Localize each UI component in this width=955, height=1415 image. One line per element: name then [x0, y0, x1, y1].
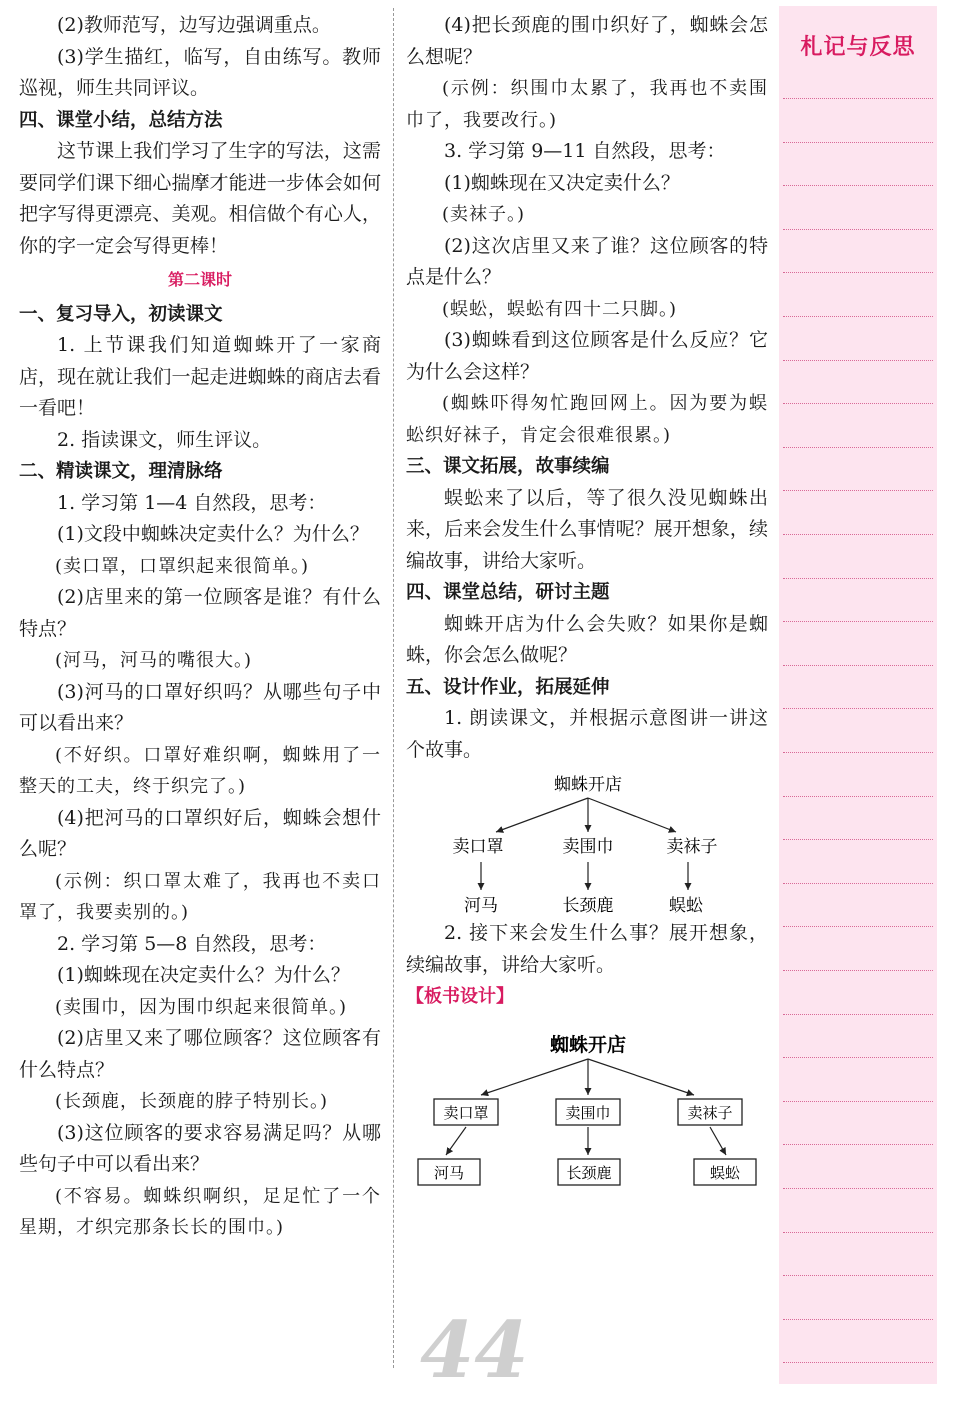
page-number: 44 [420, 1305, 529, 1396]
answer: (不容易。蜘蛛织啊织，足足忙了一个星期，才织完那条长长的围巾。) [19, 1185, 381, 1238]
diagram-item: 卖围巾 [562, 837, 614, 857]
note-line [783, 1101, 933, 1102]
note-line [783, 185, 933, 186]
diagram-customer: 蜈蚣 [669, 896, 703, 916]
note-line [783, 578, 933, 579]
section-heading: 一、复习导入，初读课文 [19, 303, 223, 325]
paragraph: 蜈蚣来了以后，等了很久没见蜘蛛出来，后来会发生什么事情呢？展开想象，续编故事，讲给大家听。 [406, 486, 768, 572]
diagram-customer: 长颈鹿 [562, 896, 614, 916]
lesson-title: 第二课时 [167, 270, 232, 289]
note-line [783, 796, 933, 797]
board-customer: 蜈蚣 [709, 1163, 741, 1182]
answer: (蜈蚣，蜈蚣有四十二只脚。) [442, 298, 678, 320]
note-line [783, 1144, 933, 1145]
answer: (长颈鹿，长颈鹿的脖子特别长。) [55, 1091, 329, 1112]
note-line [783, 1057, 933, 1058]
note-line [783, 142, 933, 143]
paragraph: 2. 学习第 5—8 自然段，思考： [57, 932, 327, 955]
question: (3)河马的口罩好织吗？从哪些句子中可以看出来？ [19, 680, 381, 734]
section-heading: 四、课堂总结，研讨主题 [406, 582, 610, 603]
note-line [783, 229, 933, 230]
sidebar-title: 札记与反思 [800, 35, 916, 60]
paragraph: 3. 学习第 9—11 自然段，思考： [444, 140, 726, 162]
note-line [783, 534, 933, 535]
story-diagram [406, 768, 768, 918]
note-line [783, 970, 933, 971]
answer: (示例：织口罩太难了，我再也不卖口罩了，我要卖别的。) [19, 870, 381, 923]
paragraph: (2)教师范写，边写边强调重点。 [57, 14, 331, 36]
answer: (卖袜子。) [442, 204, 526, 225]
note-line [783, 1362, 933, 1363]
note-line [783, 1319, 933, 1320]
answer: (河马，河马的嘴很大。) [55, 650, 253, 671]
board-diagram [406, 1015, 768, 1195]
board-item: 卖口罩 [443, 1103, 489, 1122]
question: (4)把长颈鹿的围巾织好了，蜘蛛会怎么想呢？ [406, 14, 768, 68]
paragraph: 蜘蛛开店为什么会失败？如果你是蜘蛛，你会怎么做呢？ [406, 612, 768, 666]
question: (3)这位顾客的要求容易满足吗？从哪些句子中可以看出来？ [19, 1121, 381, 1175]
answer: (不好织。口罩好难织啊，蜘蛛用了一整天的工夫，终于织完了。) [19, 744, 381, 797]
note-line [783, 1188, 933, 1189]
note-line [783, 839, 933, 840]
note-line [783, 1014, 933, 1015]
board-root: 蜘蛛开店 [549, 1033, 627, 1056]
paragraph: 1. 上节课我们知道蜘蛛开了一家商店，现在就让我们一起走进蜘蛛的商店去看一看吧！ [19, 334, 381, 419]
board-customer: 长颈鹿 [566, 1163, 612, 1182]
question: (2)这次店里又来了谁？这位顾客的特点是什么？ [406, 234, 768, 288]
diagram-item: 卖袜子 [666, 837, 718, 857]
answer: (示例：织围巾太累了，我再也不卖围巾了，我要改行。) [406, 78, 768, 131]
question: (3)蜘蛛看到这位顾客是什么反应？它为什么会这样？ [406, 329, 768, 383]
diagram-item: 卖口罩 [452, 837, 504, 857]
note-line [783, 98, 933, 99]
column-divider [393, 8, 394, 1368]
note-line [783, 272, 933, 273]
answer: (卖围巾，因为围巾织起来很简单。) [55, 996, 348, 1018]
note-line [783, 708, 933, 709]
paragraph: 1. 学习第 1—4 自然段，思考： [57, 491, 327, 514]
diagram-root: 蜘蛛开店 [554, 775, 622, 795]
question: (1)蜘蛛现在又决定卖什么？ [444, 171, 680, 194]
note-line [783, 316, 933, 317]
note-line [783, 883, 933, 884]
note-line [783, 447, 933, 448]
answer: (蜘蛛吓得匆忙跑回网上。因为要为蜈蚣织好袜子，肯定会很难很累。) [406, 393, 768, 446]
board-item: 卖袜子 [687, 1103, 733, 1122]
paragraph: 2. 指读课文，师生评议。 [57, 428, 272, 451]
note-line [783, 665, 933, 666]
middle-column [406, 10, 768, 1195]
note-line [783, 621, 933, 622]
paragraph: 1. 朗读课文，并根据示意图讲一讲这个故事。 [406, 707, 768, 761]
note-line [783, 752, 933, 753]
notes-sidebar [779, 6, 937, 1384]
question: (1)文段中蜘蛛决定卖什么？为什么？ [57, 523, 369, 545]
note-line [783, 1232, 933, 1233]
board-design-label: 【板书设计】 [406, 986, 514, 1007]
paragraph: 2. 接下来会发生什么事？展开想象，续编故事，讲给大家听。 [406, 922, 768, 976]
section-heading: 二、精读课文，理清脉络 [19, 461, 223, 482]
note-line [783, 403, 933, 404]
section-heading: 五、设计作业，拓展延伸 [406, 676, 610, 698]
paragraph: 这节课上我们学习了生字的写法，这需要同学们课下细心揣摩才能进一步体会如何把字写得更漂亮、美观。相信做个有心人，你的字一定会写得更棒！ [19, 140, 381, 257]
note-line [783, 926, 933, 927]
question: (2)店里来的第一位顾客是谁？有什么特点？ [19, 586, 381, 640]
question: (4)把河马的口罩织好后，蜘蛛会想什么呢？ [19, 806, 381, 860]
question: (2)店里又来了哪位顾客？这位顾客有什么特点？ [19, 1027, 381, 1081]
board-item: 卖围巾 [565, 1103, 611, 1122]
section-heading: 四、课堂小结，总结方法 [19, 109, 223, 131]
answer: (卖口罩，口罩织起来很简单。) [55, 555, 310, 577]
note-line [783, 490, 933, 491]
paragraph: (3)学生描红，临写，自由练写。教师巡视，师生共同评议。 [19, 45, 381, 99]
note-line [783, 1275, 933, 1276]
question: (1)蜘蛛现在决定卖什么？为什么？ [57, 964, 350, 986]
note-line [783, 360, 933, 361]
diagram-customer: 河马 [464, 896, 498, 916]
section-heading: 三、课文拓展，故事续编 [406, 456, 610, 477]
left-column [19, 10, 381, 1244]
board-customer: 河马 [433, 1163, 465, 1182]
